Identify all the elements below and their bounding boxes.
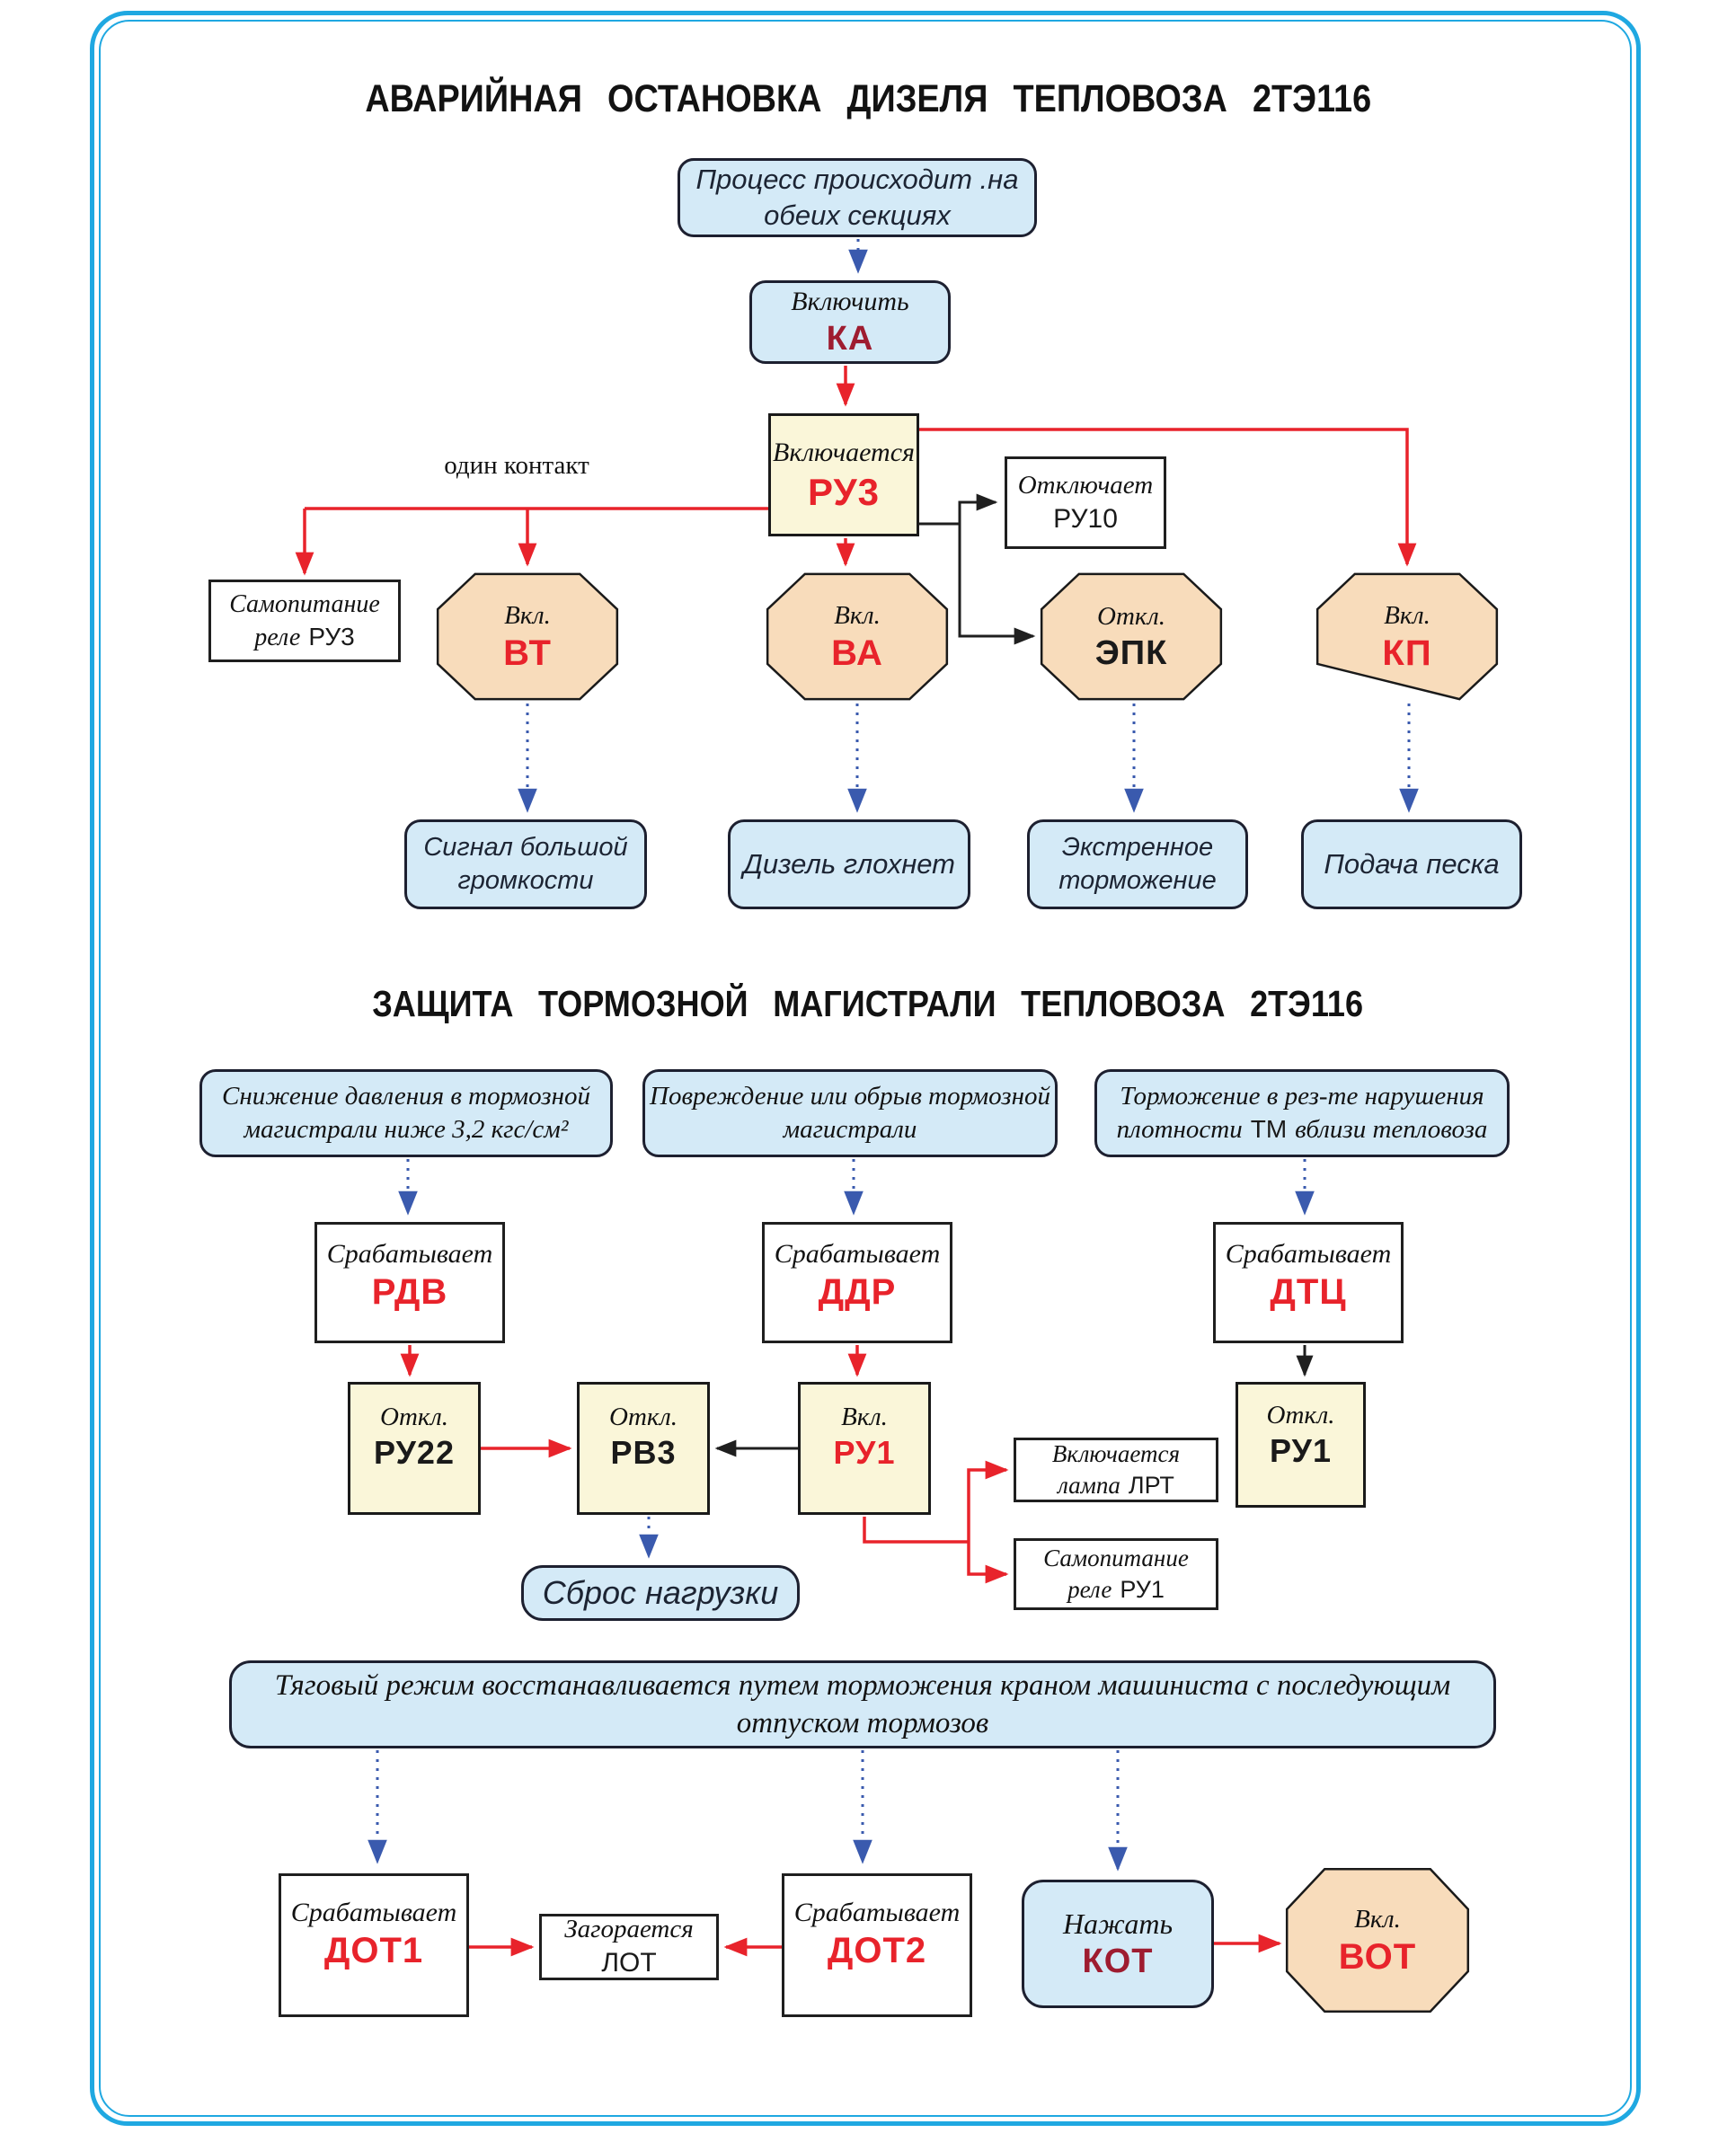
lot-action: Загорается bbox=[564, 1915, 694, 1944]
ruz-device: РУ3 bbox=[808, 470, 880, 513]
epk-octagon bbox=[1038, 571, 1225, 702]
cause2-box bbox=[642, 1069, 1058, 1157]
cause1-box bbox=[199, 1069, 613, 1157]
cause3-line2c: вблизи тепловоза bbox=[1295, 1115, 1488, 1144]
ddr-device: ДДР bbox=[818, 1272, 897, 1313]
ru1-off-box bbox=[1236, 1382, 1366, 1508]
kot-device: КОТ bbox=[1082, 1943, 1154, 1981]
ru1-on-device: РУ1 bbox=[833, 1434, 896, 1472]
epk-octagon-text bbox=[1038, 571, 1225, 702]
self-feed-ruz-line1: Самопитание bbox=[229, 589, 380, 618]
cause3-box bbox=[1094, 1069, 1510, 1157]
kot-box bbox=[1022, 1880, 1214, 2008]
self-feed-ruz-line2b: РУ3 bbox=[308, 622, 355, 651]
ru10-device: РУ10 bbox=[1053, 503, 1118, 534]
sand-box bbox=[1301, 819, 1522, 909]
self-feed-ruz-line2 bbox=[254, 621, 355, 654]
ru22-box bbox=[348, 1382, 481, 1515]
kp-device: КП bbox=[1382, 633, 1432, 674]
dot1-action: Срабатывает bbox=[290, 1898, 457, 1927]
lot-device: ЛОТ bbox=[601, 1948, 657, 1978]
vt-octagon-text bbox=[434, 571, 621, 702]
rv3-device: РВ3 bbox=[610, 1434, 677, 1472]
recovery-box bbox=[229, 1660, 1496, 1748]
braking-box bbox=[1027, 819, 1248, 909]
chart2-title bbox=[0, 983, 1736, 1025]
sand-line1: Подача песка bbox=[1324, 848, 1500, 881]
rv3-state: Откл. bbox=[609, 1403, 678, 1431]
cause1-line2: магистрали ниже 3,2 кгс/см² bbox=[244, 1115, 569, 1144]
vt-device: ВТ bbox=[503, 633, 552, 674]
lamp-line2a: лампа bbox=[1058, 1472, 1120, 1499]
signal-line1: Сигнал большой bbox=[423, 832, 628, 862]
ru10-box bbox=[1005, 456, 1166, 549]
dot2-device: ДОТ2 bbox=[827, 1931, 927, 1971]
rv3-box bbox=[577, 1382, 710, 1515]
kot-action: Нажать bbox=[1062, 1907, 1174, 1941]
recovery-line1: Тяговый режим восстанавливается путем торможения краном машиниста с последующим bbox=[274, 1668, 1451, 1702]
diesel-line1: Дизель глохнет bbox=[743, 848, 955, 881]
kp-state: Вкл. bbox=[1384, 600, 1430, 630]
lot-box bbox=[539, 1914, 719, 1980]
self-feed-ru1-line1: Самопитание bbox=[1043, 1545, 1189, 1572]
dtc-action: Срабатывает bbox=[1225, 1239, 1392, 1269]
recovery-line2: отпуском тормозов bbox=[736, 1707, 989, 1739]
vot-octagon bbox=[1283, 1866, 1472, 2014]
vt-octagon bbox=[434, 571, 621, 702]
vot-octagon-text bbox=[1283, 1866, 1472, 2014]
cause3-line2b: ТМ bbox=[1250, 1115, 1288, 1143]
ru1-off-state: Откл. bbox=[1266, 1401, 1335, 1429]
rdv-device: РДВ bbox=[371, 1272, 448, 1313]
process-box bbox=[678, 158, 1037, 237]
dtc-box bbox=[1213, 1222, 1404, 1343]
ruz-action: Включается bbox=[773, 438, 915, 468]
cause2-line1: Повреждение или обрыв тормозной bbox=[650, 1081, 1050, 1111]
contact-label: один контакт bbox=[444, 451, 589, 480]
cause3-line2a: плотности bbox=[1116, 1115, 1243, 1144]
ka-device: КА bbox=[826, 319, 874, 358]
va-state: Вкл. bbox=[834, 600, 881, 630]
dtc-device: ДТЦ bbox=[1270, 1272, 1347, 1313]
diesel-box bbox=[728, 819, 970, 909]
load-drop-box bbox=[521, 1565, 800, 1621]
lamp-lrt-box bbox=[1014, 1438, 1218, 1502]
self-feed-ru1-line2a: реле bbox=[1067, 1576, 1112, 1603]
kp-octagon-text bbox=[1314, 571, 1501, 702]
braking-line1: Экстренное bbox=[1061, 832, 1214, 862]
ru22-state: Откл. bbox=[380, 1403, 448, 1431]
self-feed-ru1-line2 bbox=[1067, 1574, 1165, 1606]
ru1-on-state: Вкл. bbox=[841, 1403, 888, 1431]
epk-state: Откл. bbox=[1097, 601, 1165, 631]
rdv-action: Срабатывает bbox=[326, 1239, 493, 1269]
cause1-line1: Снижение давления в тормозной bbox=[222, 1081, 590, 1111]
lamp-line2 bbox=[1058, 1470, 1174, 1501]
self-feed-ruz-box bbox=[208, 580, 401, 662]
vot-device: ВОТ bbox=[1338, 1937, 1417, 1978]
self-feed-ru1-box bbox=[1014, 1538, 1218, 1610]
ruz-box bbox=[768, 413, 919, 536]
va-octagon-text bbox=[764, 571, 951, 702]
rdv-box bbox=[314, 1222, 505, 1343]
ru1-off-device: РУ1 bbox=[1270, 1432, 1332, 1470]
chart2-title-text: ЗАЩИТА ТОРМОЗНОЙ МАГИСТРАЛИ ТЕПЛОВОЗА 2ТЭ116 bbox=[372, 983, 1364, 1024]
ka-action: Включить bbox=[791, 287, 909, 317]
kp-octagon bbox=[1314, 571, 1501, 702]
load-drop-line1: Сброс нагрузки bbox=[542, 1573, 779, 1611]
ddr-box bbox=[762, 1222, 952, 1343]
process-line2: обеих секциях bbox=[764, 199, 951, 231]
ka-box bbox=[749, 280, 951, 364]
dot1-box bbox=[279, 1873, 469, 2017]
cause3-line2 bbox=[1117, 1113, 1488, 1146]
self-feed-ruz-line2a: реле bbox=[254, 623, 301, 651]
lamp-line1: Включается bbox=[1051, 1440, 1181, 1468]
cause2-line2: магистрали bbox=[783, 1115, 917, 1144]
chart1-title-text: АВАРИЙНАЯ ОСТАНОВКА ДИЗЕЛЯ ТЕПЛОВОЗА 2ТЭ116 bbox=[365, 77, 1371, 120]
va-device: ВА bbox=[831, 633, 883, 674]
ru10-action: Отключает bbox=[1017, 470, 1154, 500]
dot1-device: ДОТ1 bbox=[323, 1931, 424, 1971]
ru1-on-box bbox=[798, 1382, 931, 1515]
vot-state: Вкл. bbox=[1354, 1904, 1401, 1934]
chart1-title bbox=[0, 77, 1736, 121]
vt-state: Вкл. bbox=[504, 600, 551, 630]
signal-line2: громкости bbox=[457, 866, 594, 895]
ddr-action: Срабатывает bbox=[774, 1239, 941, 1269]
signal-box bbox=[404, 819, 647, 909]
ru22-device: РУ22 bbox=[374, 1434, 455, 1472]
dot2-box bbox=[782, 1873, 972, 2017]
dot2-action: Срабатывает bbox=[793, 1898, 961, 1927]
va-octagon bbox=[764, 571, 951, 702]
epk-device: ЭПК bbox=[1094, 633, 1168, 672]
self-feed-ru1-line2b: РУ1 bbox=[1120, 1576, 1165, 1603]
lamp-line2b: ЛРТ bbox=[1128, 1472, 1174, 1499]
braking-line2: торможение bbox=[1058, 866, 1217, 895]
cause3-line1: Торможение в рез-те нарушения bbox=[1120, 1081, 1484, 1111]
process-line1: Процесс происходит .на bbox=[695, 164, 1019, 196]
